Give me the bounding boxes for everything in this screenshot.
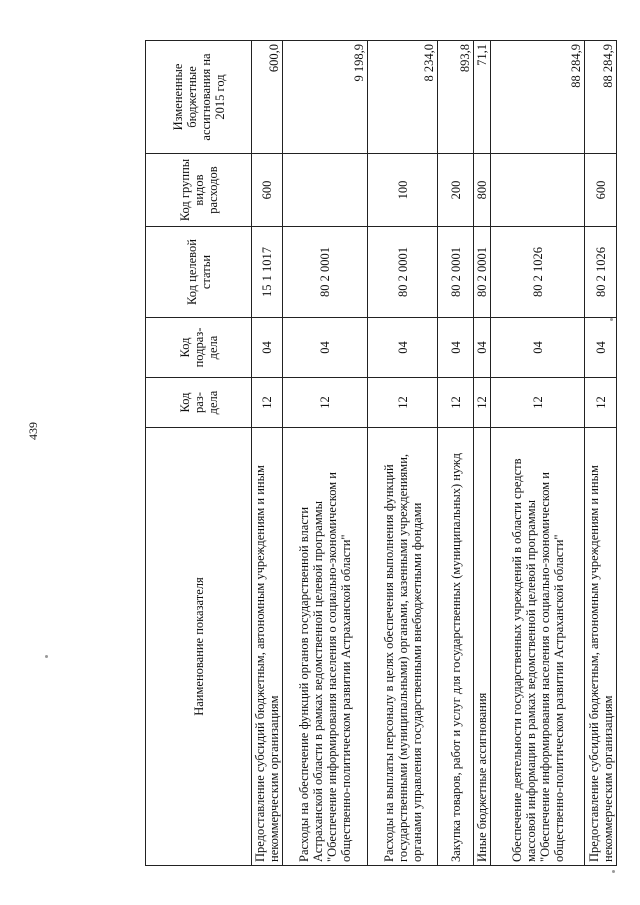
table-row (438, 41, 474, 866)
row-vid: 600 (585, 154, 617, 227)
row-vid: 100 (368, 154, 438, 227)
header-name: Наименование показателя (146, 428, 252, 866)
scan-speck (610, 318, 613, 321)
table-row (252, 41, 283, 866)
row-name: Расходы на выплаты персоналу в целях обеспечения выполнения функций государственными (муниципальными) органами, казенными учреждениями, органами управления государственными внебюджетными фондами (368, 428, 438, 866)
table-row (474, 41, 491, 866)
row-vid (491, 154, 585, 227)
scan-speck (45, 655, 48, 658)
row-sum: 88 284,9 (585, 41, 617, 154)
row-sum: 600,0 (252, 41, 283, 154)
row-name: Иные бюджетные ассигнования (474, 428, 491, 866)
row-sum: 8 234,0 (368, 41, 438, 154)
rotated-table-container (145, 41, 615, 866)
budget-table (145, 40, 617, 866)
row-name: Предоставление субсидий бюджетным, автономным учреждениям и иным некоммерческим организациям (252, 428, 283, 866)
row-vid: 800 (474, 154, 491, 227)
scan-speck (612, 870, 615, 873)
row-name: Расходы на обеспечение функций органов государственной власти Астраханской области в рамках ведомственной целевой программы "Обеспечение информирования населения о социально-экономическом и общественно-политическом развитии Астраханской области" (283, 428, 368, 866)
row-podrazdel: 04 (438, 318, 474, 378)
table-row (283, 41, 368, 866)
row-statya: 80 2 0001 (283, 227, 368, 318)
header-row (146, 41, 252, 866)
header-podrazdel: Код подраз-дела (146, 318, 252, 378)
row-razdel: 12 (585, 378, 617, 428)
table-row (491, 41, 585, 866)
header-razdel: Код раз-дела (146, 378, 252, 428)
page-number: 439 (26, 422, 40, 440)
table-row (585, 41, 617, 866)
row-statya: 80 2 0001 (368, 227, 438, 318)
header-sum: Измененные бюджетные ассигнования на 2015 год (146, 41, 252, 154)
header-vid: Код группы видов расходов (146, 154, 252, 227)
row-razdel: 12 (252, 378, 283, 428)
row-podrazdel: 04 (252, 318, 283, 378)
row-sum: 9 198,9 (283, 41, 368, 154)
row-statya: 80 2 1026 (585, 227, 617, 318)
row-vid: 600 (252, 154, 283, 227)
row-razdel: 12 (474, 378, 491, 428)
row-statya: 80 2 0001 (474, 227, 491, 318)
row-razdel: 12 (491, 378, 585, 428)
row-podrazdel: 04 (474, 318, 491, 378)
row-name: Закупка товаров, работ и услуг для государственных (муниципальных) нужд (438, 428, 474, 866)
row-podrazdel: 04 (283, 318, 368, 378)
table-row (368, 41, 438, 866)
row-statya: 15 1 1017 (252, 227, 283, 318)
row-razdel: 12 (438, 378, 474, 428)
row-podrazdel: 04 (491, 318, 585, 378)
row-sum: 88 284,9 (491, 41, 585, 154)
row-sum: 893,8 (438, 41, 474, 154)
row-razdel: 12 (368, 378, 438, 428)
row-name: Обеспечение деятельности государственных учреждений в области средств массовой информации в рамках ведомственной целевой программы "Обеспечение информирования населения о социально-экономическом и общественно-политическом развитии Астраханской области" (491, 428, 585, 866)
row-vid (283, 154, 368, 227)
row-podrazdel: 04 (585, 318, 617, 378)
row-razdel: 12 (283, 378, 368, 428)
row-statya: 80 2 0001 (438, 227, 474, 318)
row-vid: 200 (438, 154, 474, 227)
row-name: Предоставление субсидий бюджетным, автономным учреждениям и иным некоммерческим организациям (585, 428, 617, 866)
row-podrazdel: 04 (368, 318, 438, 378)
row-sum: 71,1 (474, 41, 491, 154)
header-statya: Код целевой статьи (146, 227, 252, 318)
row-statya: 80 2 1026 (491, 227, 585, 318)
